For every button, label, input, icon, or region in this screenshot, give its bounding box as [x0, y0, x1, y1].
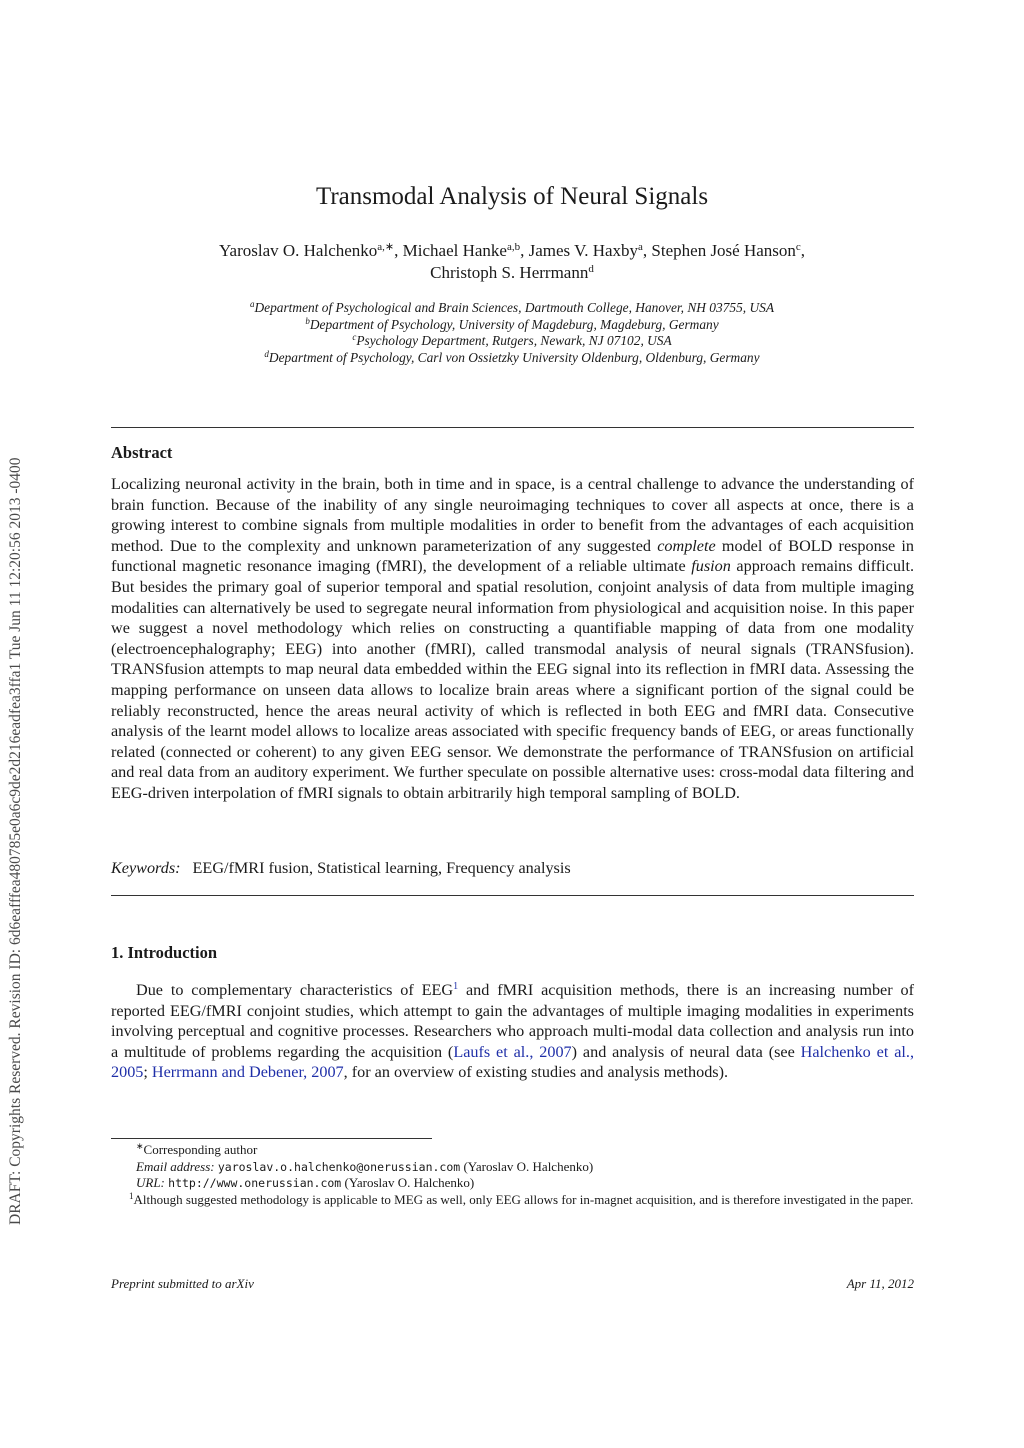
intro-text: ) and analysis of neural data (see — [571, 1042, 801, 1061]
keywords — [111, 858, 914, 878]
email-link[interactable]: yaroslav.o.halchenko@onerussian.com — [217, 1159, 461, 1174]
intro-text: Due to complementary characteristics of EEG — [136, 981, 454, 999]
author-affil-mark: d — [588, 263, 594, 275]
affiliation-mark: a — [249, 299, 255, 309]
footnote-label: Email address: — [136, 1158, 215, 1174]
citation-link[interactable]: Herrmann and Debener, 2007 — [151, 1063, 344, 1082]
footnote-mark: 1 — [129, 1190, 134, 1201]
intro-text: ; — [143, 1063, 152, 1082]
footnote-text: Although suggested methodology is applicable to MEG as well, only EEG allows for in-magnet acquisition, and is therefore investigated in the paper. — [133, 1191, 914, 1207]
abstract-heading: Abstract — [111, 443, 173, 462]
affiliation-text: Department of Psychological and Brain Sciences, Dartmouth College, Hanover, NH 03755, USA — [254, 300, 775, 315]
footnote-rule — [111, 1138, 432, 1139]
introduction-paragraph — [111, 980, 914, 1083]
affiliation-text: Department of Psychology, Carl von Ossietzky University Oldenburg, Oldenburg, Germany — [268, 349, 760, 365]
abstract-bottom-rule — [111, 895, 914, 896]
affiliation-mark: c — [352, 332, 357, 342]
author-name: Yaroslav O. Halchenko — [218, 241, 378, 260]
affiliation-list — [100, 300, 924, 366]
footnote-text: Corresponding author — [143, 1142, 258, 1157]
affiliation-text: Psychology Department, Rutgers, Newark, NJ 07102, USA — [356, 333, 672, 348]
citation-link[interactable]: Laufs et al., 2007 — [453, 1042, 572, 1061]
keywords-text: EEG/fMRI fusion, Statistical learning, Frequency analysis — [192, 859, 571, 877]
intro-text: , for an overview of existing studies and analysis methods). — [343, 1063, 729, 1082]
affiliation — [100, 317, 924, 334]
author-name: James V. Haxby — [528, 241, 639, 260]
abstract-text: approach remains difficult. But besides the primary goal of superior temporal and spatial resolution, conjoint analysis of data from multiple imaging modalities can alternatively be used to segregate neural information from physiological and acquisition noise. In this paper we suggest a novel methodology which relies on constructing a quantifiable mapping of data from one modality (electroencephalography; EEG) into another (fMRI), called transmodal analysis of neural signals (TRANSfusion). TRANSfusion attempts to map neural data embedded within the EEG signal into its reflection in fMRI data. Assessing the mapping performance on unseen data allows to localize brain areas where a significant portion of the signal could be reliably reconstructed, hence the areas neural activity of which is reflected in both EEG and fMRI data. Consecutive analysis of the learnt model allows to localize areas associated with specific frequency bands of EEG, or areas functionally related (connected or coherent) to any given EEG sensor. We demonstrate the performance of TRANSfusion on artificial and real data from an auditory experiment. We further speculate on possible alternative uses: cross-modal data filtering and EEG-driven interpolation of fMRI signals to obtain arbitrarily high temporal sampling of BOLD. — [111, 557, 914, 802]
section-heading-introduction: 1. Introduction — [111, 943, 218, 962]
footnote-url — [111, 1175, 914, 1192]
author-affil-mark: c — [795, 241, 801, 253]
affiliation-mark: b — [305, 315, 310, 326]
affiliation — [100, 333, 924, 350]
footnote-corresponding — [111, 1142, 914, 1159]
author-name: Christoph S. Herrmann — [430, 263, 589, 282]
abstract-body — [111, 474, 914, 804]
author-affil-mark: a,b — [506, 241, 521, 253]
author-name: Stephen José Hanson — [651, 241, 796, 260]
footnote-text: (Yaroslav O. Halchenko) — [341, 1175, 475, 1190]
footnote-mark: ∗ — [136, 1141, 144, 1151]
abstract-text: model of BOLD response in functional magnetic resonance imaging (fMRI), the development of a reliable ultimate — [111, 536, 914, 576]
footer-date: Apr 11, 2012 — [846, 1276, 914, 1291]
keywords-label: Keywords: — [111, 859, 181, 877]
author-name: Michael Hanke — [402, 241, 507, 260]
affiliation-text: Department of Psychology, University of Magdeburg, Magdeburg, Germany — [309, 316, 719, 332]
affiliation-mark: d — [264, 348, 269, 359]
footnote-ref-link[interactable]: 1 — [453, 981, 459, 992]
url-link[interactable]: http://www.onerussian.com — [168, 1176, 342, 1190]
footnote-email — [111, 1159, 914, 1176]
affiliation — [100, 350, 924, 367]
author-list: Yaroslav O. Halchenko$^{a,∗}$, Michael Hanke$^{a,b}$, James V. Haxby$^a$, Stephen José Hanson$^c$, Christoph S. Herrmann$^d$ — [218, 241, 806, 282]
intro-text: and fMRI acquisition methods, there is an increasing number of reported EEG/fMRI conjoint studies, which attempt to gain the advantages of multiple imaging modalities in experiments involving perceptual and cognitive processes. Researchers who approach multi-modal data collection and analysis run into a multitude of problems regarding the acquisition ( — [111, 981, 914, 1061]
footer-preprint-note: Preprint submitted to arXiv — [111, 1276, 254, 1291]
page-footer — [111, 1276, 914, 1292]
abstract-top-rule — [111, 427, 914, 428]
footnote-text: (Yaroslav O. Halchenko) — [460, 1158, 594, 1174]
abstract-emphasis: fusion — [691, 557, 731, 576]
abstract-text: Localizing neuronal activity in the brain, both in time and in space, is a central challenge to advance the understanding of brain function. Because of the inability of any single neuroimaging techniques to cover all aspects at once, there is a growing interest to combine signals from multiple modalities in order to benefit from the advantages of each acquisition method. Due to the complexity and unknown parameterization of any suggested — [111, 475, 914, 555]
footnote-1 — [111, 1192, 914, 1209]
author-affil-mark: a — [638, 241, 643, 253]
arxiv-sidebar-stamp: DRAFT: Copyrights Reserved. Revision ID: 6d6eafffea480785e0a6c9de2d216eadfea3ffa1 Tue Jun 11 12:20:56 2013 -0400 — [7, 457, 24, 1225]
paper-title: Transmodal Analysis of Neural Signals — [315, 183, 709, 210]
citation-link[interactable]: Halchenko et al., 2005 — [111, 1042, 914, 1082]
author-affil-mark: a,∗ — [377, 241, 395, 253]
affiliation — [100, 300, 924, 317]
abstract-emphasis: complete — [657, 536, 716, 555]
footnotes — [111, 1142, 914, 1208]
footnote-label: URL: — [136, 1175, 165, 1190]
